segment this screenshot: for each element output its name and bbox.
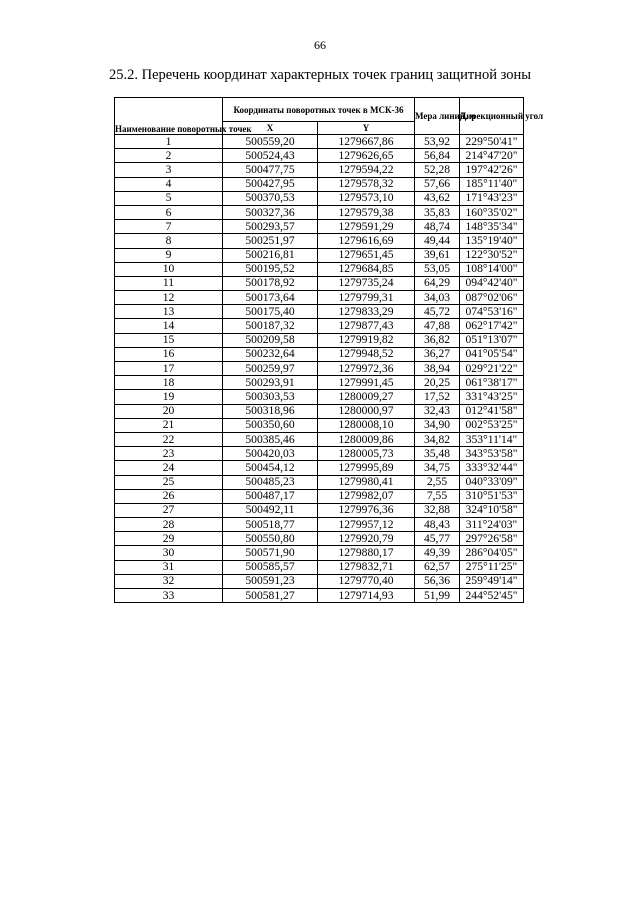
direction-angle-cell: 002°53'25": [460, 418, 524, 432]
x-coordinate-cell: 500454,12: [223, 461, 318, 475]
table-row: [115, 135, 524, 149]
direction-angle-cell: 229°50'41": [460, 135, 524, 149]
point-number-cell: 6: [115, 205, 223, 219]
y-coordinate-cell: 1280005,73: [318, 447, 415, 461]
direction-angle-cell: 244°52'45": [460, 589, 524, 603]
line-length-cell: 48,74: [415, 220, 460, 234]
direction-angle-cell: 214°47'20": [460, 149, 524, 163]
point-number-cell: 15: [115, 333, 223, 347]
y-coordinate-cell: 1280000,97: [318, 404, 415, 418]
direction-angle-cell: 160°35'02": [460, 205, 524, 219]
y-coordinate-cell: 1279594,22: [318, 163, 415, 177]
point-number-cell: 30: [115, 546, 223, 560]
direction-angle-cell: 185°11'40": [460, 177, 524, 191]
direction-angle-cell: 135°19'40": [460, 234, 524, 248]
line-length-cell: 45,72: [415, 305, 460, 319]
direction-angle-cell: 087°02'06": [460, 291, 524, 305]
x-coordinate-cell: 500303,53: [223, 390, 318, 404]
point-number-cell: 20: [115, 404, 223, 418]
x-coordinate-cell: 500485,23: [223, 475, 318, 489]
y-coordinate-cell: 1280008,10: [318, 418, 415, 432]
table-row: [115, 362, 524, 376]
table-row: [115, 432, 524, 446]
direction-angle-cell: 275°11'25": [460, 560, 524, 574]
point-number-cell: 9: [115, 248, 223, 262]
table-row: [115, 163, 524, 177]
direction-angle-cell: 311°24'03": [460, 518, 524, 532]
direction-angle-cell: 040°33'09": [460, 475, 524, 489]
table-row: [115, 475, 524, 489]
direction-angle-cell: 197°42'26": [460, 163, 524, 177]
direction-angle-cell: 012°41'58": [460, 404, 524, 418]
table-row: [115, 503, 524, 517]
line-length-cell: 2,55: [415, 475, 460, 489]
x-coordinate-cell: 500232,64: [223, 347, 318, 361]
direction-angle-cell: 259°49'14": [460, 574, 524, 588]
x-coordinate-cell: 500178,92: [223, 276, 318, 290]
table-row: [115, 333, 524, 347]
x-coordinate-cell: 500492,11: [223, 503, 318, 517]
line-length-cell: 32,43: [415, 404, 460, 418]
table-row: [115, 347, 524, 361]
table-row: [115, 305, 524, 319]
point-number-cell: 24: [115, 461, 223, 475]
y-coordinate-cell: 1279980,41: [318, 475, 415, 489]
y-coordinate-cell: 1279833,29: [318, 305, 415, 319]
y-coordinate-cell: 1279877,43: [318, 319, 415, 333]
line-length-cell: 38,94: [415, 362, 460, 376]
direction-angle-cell: 051°13'07": [460, 333, 524, 347]
x-coordinate-cell: 500370,53: [223, 191, 318, 205]
line-length-cell: 45,77: [415, 532, 460, 546]
page-number: 66: [314, 38, 326, 52]
line-length-cell: 43,62: [415, 191, 460, 205]
line-length-cell: 34,03: [415, 291, 460, 305]
y-coordinate-cell: 1279684,85: [318, 262, 415, 276]
direction-angle-cell: 286°04'05": [460, 546, 524, 560]
direction-angle-cell: 108°14'00": [460, 262, 524, 276]
x-coordinate-cell: 500259,97: [223, 362, 318, 376]
table-row: [115, 376, 524, 390]
table-row: [115, 234, 524, 248]
line-length-cell: 47,88: [415, 319, 460, 333]
x-coordinate-cell: 500487,17: [223, 489, 318, 503]
point-number-cell: 14: [115, 319, 223, 333]
x-coordinate-cell: 500571,90: [223, 546, 318, 560]
y-coordinate-cell: 1279626,65: [318, 149, 415, 163]
y-coordinate-cell: 1279578,32: [318, 177, 415, 191]
x-coordinate-cell: 500187,32: [223, 319, 318, 333]
y-coordinate-cell: 1279976,36: [318, 503, 415, 517]
header-direction-angle: Дирекционный угол: [460, 98, 524, 135]
point-number-cell: 18: [115, 376, 223, 390]
x-coordinate-cell: 500209,58: [223, 333, 318, 347]
line-length-cell: 20,25: [415, 376, 460, 390]
x-coordinate-cell: 500524,43: [223, 149, 318, 163]
point-number-cell: 5: [115, 191, 223, 205]
point-number-cell: 13: [115, 305, 223, 319]
y-coordinate-cell: 1279667,86: [318, 135, 415, 149]
x-coordinate-cell: 500318,96: [223, 404, 318, 418]
x-coordinate-cell: 500195,52: [223, 262, 318, 276]
table-row: [115, 589, 524, 603]
line-length-cell: 17,52: [415, 390, 460, 404]
x-coordinate-cell: 500251,97: [223, 234, 318, 248]
line-length-cell: 34,82: [415, 432, 460, 446]
line-length-cell: 64,29: [415, 276, 460, 290]
header-line-length: Мера линий, м: [415, 98, 460, 135]
point-number-cell: 11: [115, 276, 223, 290]
table-row: [115, 248, 524, 262]
table-row: [115, 205, 524, 219]
y-coordinate-cell: 1279651,45: [318, 248, 415, 262]
line-length-cell: 34,90: [415, 418, 460, 432]
table-row: [115, 532, 524, 546]
point-number-cell: 1: [115, 135, 223, 149]
x-coordinate-cell: 500518,77: [223, 518, 318, 532]
direction-angle-cell: 061°38'17": [460, 376, 524, 390]
y-coordinate-cell: 1279591,29: [318, 220, 415, 234]
y-coordinate-cell: 1279972,36: [318, 362, 415, 376]
point-number-cell: 17: [115, 362, 223, 376]
line-length-cell: 32,88: [415, 503, 460, 517]
point-number-cell: 8: [115, 234, 223, 248]
table-row: [115, 574, 524, 588]
line-length-cell: 51,99: [415, 589, 460, 603]
table-row: [115, 149, 524, 163]
line-length-cell: 56,84: [415, 149, 460, 163]
direction-angle-cell: 171°43'23": [460, 191, 524, 205]
direction-angle-cell: 074°53'16": [460, 305, 524, 319]
table-row: [115, 276, 524, 290]
x-coordinate-cell: 500591,23: [223, 574, 318, 588]
header-y: Y: [318, 122, 415, 135]
point-number-cell: 3: [115, 163, 223, 177]
line-length-cell: 53,05: [415, 262, 460, 276]
line-length-cell: 53,92: [415, 135, 460, 149]
x-coordinate-cell: 500173,64: [223, 291, 318, 305]
line-length-cell: 36,82: [415, 333, 460, 347]
y-coordinate-cell: 1279616,69: [318, 234, 415, 248]
x-coordinate-cell: 500293,57: [223, 220, 318, 234]
x-coordinate-cell: 500585,57: [223, 560, 318, 574]
point-number-cell: 10: [115, 262, 223, 276]
x-coordinate-cell: 500175,40: [223, 305, 318, 319]
point-number-cell: 2: [115, 149, 223, 163]
table-row: [115, 291, 524, 305]
line-length-cell: 57,66: [415, 177, 460, 191]
x-coordinate-cell: 500420,03: [223, 447, 318, 461]
y-coordinate-cell: 1279919,82: [318, 333, 415, 347]
direction-angle-cell: 062°17'42": [460, 319, 524, 333]
x-coordinate-cell: 500350,60: [223, 418, 318, 432]
line-length-cell: 35,48: [415, 447, 460, 461]
point-number-cell: 25: [115, 475, 223, 489]
line-length-cell: 49,44: [415, 234, 460, 248]
table-row: [115, 262, 524, 276]
table-row: [115, 560, 524, 574]
x-coordinate-cell: 500477,75: [223, 163, 318, 177]
line-length-cell: 34,75: [415, 461, 460, 475]
y-coordinate-cell: 1279957,12: [318, 518, 415, 532]
line-length-cell: 49,39: [415, 546, 460, 560]
direction-angle-cell: 029°21'22": [460, 362, 524, 376]
point-number-cell: 32: [115, 574, 223, 588]
direction-angle-cell: 353°11'14": [460, 432, 524, 446]
y-coordinate-cell: 1280009,27: [318, 390, 415, 404]
point-number-cell: 7: [115, 220, 223, 234]
table-row: [115, 546, 524, 560]
table-row: [115, 489, 524, 503]
table-row: [115, 390, 524, 404]
y-coordinate-cell: 1279880,17: [318, 546, 415, 560]
y-coordinate-cell: 1279714,93: [318, 589, 415, 603]
line-length-cell: 36,27: [415, 347, 460, 361]
point-number-cell: 22: [115, 432, 223, 446]
line-length-cell: 48,43: [415, 518, 460, 532]
x-coordinate-cell: 500427,95: [223, 177, 318, 191]
table-row: [115, 461, 524, 475]
line-length-cell: 62,57: [415, 560, 460, 574]
x-coordinate-cell: 500559,20: [223, 135, 318, 149]
x-coordinate-cell: 500385,46: [223, 432, 318, 446]
y-coordinate-cell: 1279948,52: [318, 347, 415, 361]
x-coordinate-cell: 500550,80: [223, 532, 318, 546]
header-x: X: [223, 122, 318, 135]
y-coordinate-cell: 1279579,38: [318, 205, 415, 219]
direction-angle-cell: 148°35'34": [460, 220, 524, 234]
y-coordinate-cell: 1279735,24: [318, 276, 415, 290]
point-number-cell: 16: [115, 347, 223, 361]
direction-angle-cell: 310°51'53": [460, 489, 524, 503]
table-body: [115, 135, 524, 603]
y-coordinate-cell: 1280009,86: [318, 432, 415, 446]
direction-angle-cell: 122°30'52": [460, 248, 524, 262]
direction-angle-cell: 324°10'58": [460, 503, 524, 517]
x-coordinate-cell: 500293,91: [223, 376, 318, 390]
table-row: [115, 418, 524, 432]
x-coordinate-cell: 500216,81: [223, 248, 318, 262]
y-coordinate-cell: 1279573,10: [318, 191, 415, 205]
point-number-cell: 26: [115, 489, 223, 503]
y-coordinate-cell: 1279832,71: [318, 560, 415, 574]
table-row: [115, 177, 524, 191]
x-coordinate-cell: 500581,27: [223, 589, 318, 603]
table-row: [115, 518, 524, 532]
table-row: [115, 319, 524, 333]
point-number-cell: 33: [115, 589, 223, 603]
direction-angle-cell: 333°32'44": [460, 461, 524, 475]
point-number-cell: 19: [115, 390, 223, 404]
point-number-cell: 27: [115, 503, 223, 517]
point-number-cell: 12: [115, 291, 223, 305]
point-number-cell: 21: [115, 418, 223, 432]
section-heading: 25.2. Перечень координат характерных точек границ защитной зоны: [109, 67, 531, 83]
table-row: [115, 447, 524, 461]
line-length-cell: 39,61: [415, 248, 460, 262]
y-coordinate-cell: 1279991,45: [318, 376, 415, 390]
line-length-cell: 56,36: [415, 574, 460, 588]
direction-angle-cell: 297°26'58": [460, 532, 524, 546]
table-header: [115, 98, 544, 135]
table-row: [115, 191, 524, 205]
coordinates-table: [114, 97, 544, 603]
table-row: [115, 220, 524, 234]
y-coordinate-cell: 1279799,31: [318, 291, 415, 305]
y-coordinate-cell: 1279982,07: [318, 489, 415, 503]
direction-angle-cell: 094°42'40": [460, 276, 524, 290]
point-number-cell: 28: [115, 518, 223, 532]
line-length-cell: 52,28: [415, 163, 460, 177]
line-length-cell: 7,55: [415, 489, 460, 503]
direction-angle-cell: 331°43'25": [460, 390, 524, 404]
table-row: [115, 404, 524, 418]
direction-angle-cell: 343°53'58": [460, 447, 524, 461]
point-number-cell: 4: [115, 177, 223, 191]
point-number-cell: 23: [115, 447, 223, 461]
line-length-cell: 35,83: [415, 205, 460, 219]
y-coordinate-cell: 1279770,40: [318, 574, 415, 588]
direction-angle-cell: 041°05'54": [460, 347, 524, 361]
x-coordinate-cell: 500327,36: [223, 205, 318, 219]
header-coordinates: Координаты поворотных точек в МСК-36: [223, 98, 415, 122]
header-point-name: Наименование поворотных точек: [115, 98, 223, 135]
point-number-cell: 29: [115, 532, 223, 546]
y-coordinate-cell: 1279920,79: [318, 532, 415, 546]
y-coordinate-cell: 1279995,89: [318, 461, 415, 475]
point-number-cell: 31: [115, 560, 223, 574]
